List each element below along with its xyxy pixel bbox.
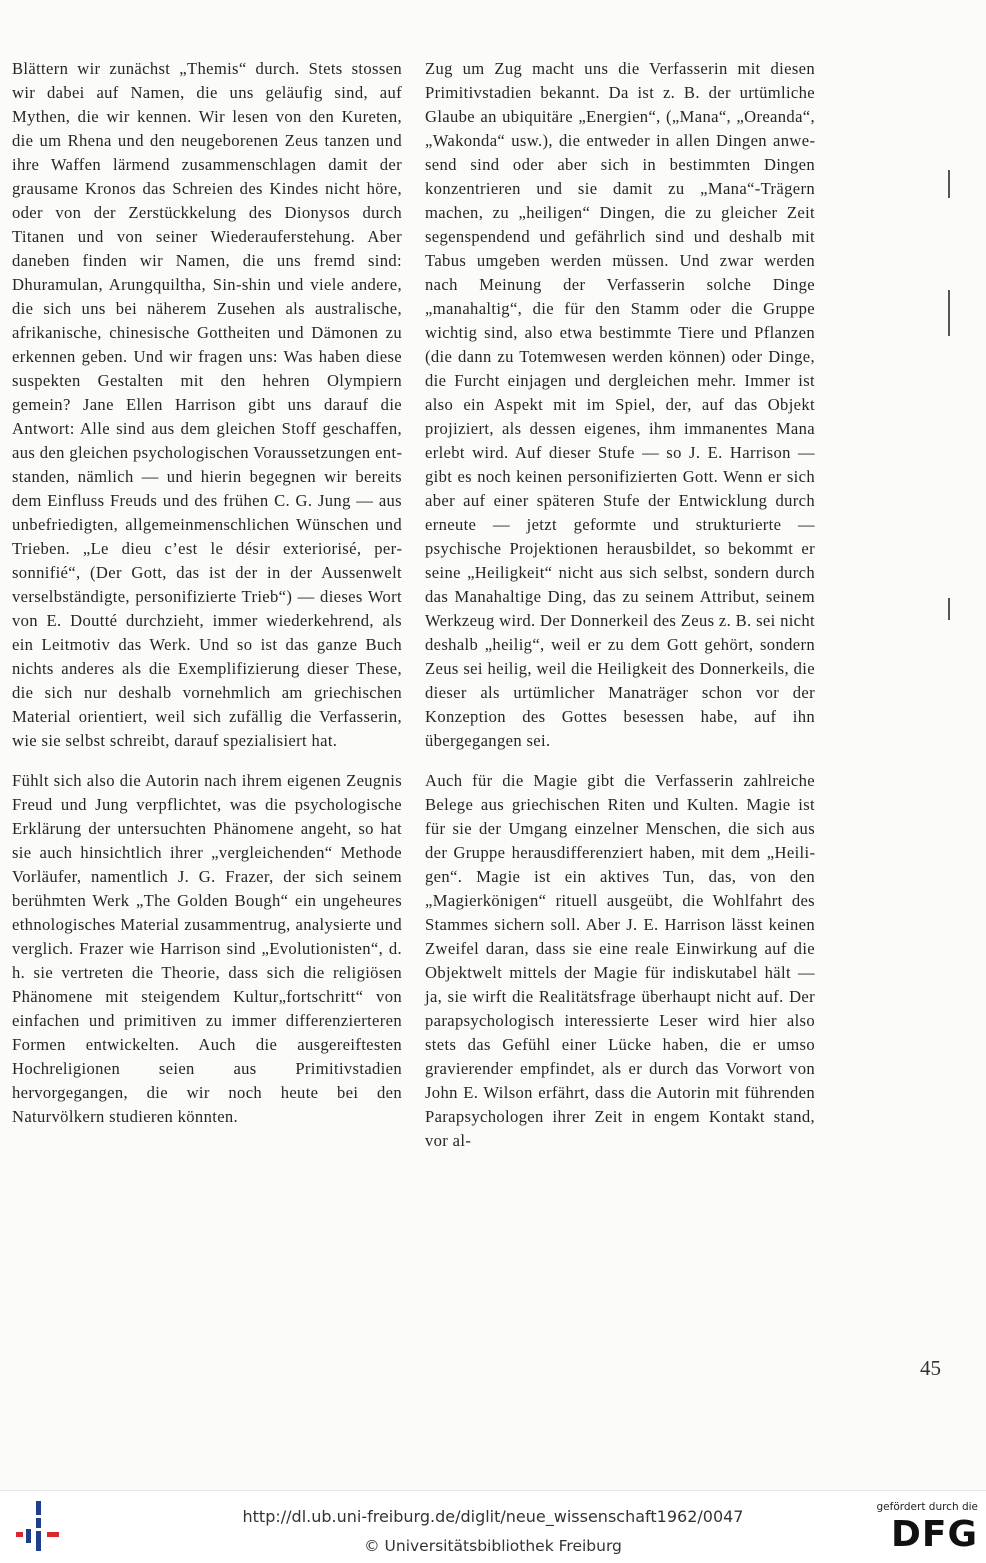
text-column-left <box>12 57 402 1129</box>
dfg-logo-text: DFG <box>890 1514 978 1555</box>
paragraph: Auch für die Magie gibt die Verfasserin zahlreiche Belege aus griechischen Riten und Kulten. Magie ist für sie der Umgang einzelner Menschen, die sich aus der Gruppe herausdifferenziert haben, mit dem „Heiligen“. Magie ist ein aktives Tun, das, von den „Magierkönigen“ rituell ausgeübt, die Wohlfahrt des Stammes sichern soll. Aber J. E. Harrison lässt keinen Zweifel daran, dass sie eine reale Einwirkung auf die Objektwelt mittels der Magie für indiskutabel hält — ja, sie wirft die Realitätsfrage überhaupt nicht auf. Der parapsychologisch interessierte Leser wird hier also stets das Gefühl einer Lücke haben, die er umso gravierender empfindet, als er durch das Vorwort von John E. Wilson erfährt, dass die Autorin mit führenden Parapsychologen ihrer Zeit in engem Kontakt stand, vor al- <box>425 771 815 1150</box>
source-url[interactable]: http://dl.ub.uni-freiburg.de/diglit/neue_wissenschaft1962/0047 <box>242 1507 744 1526</box>
sponsor-caption: gefördert durch die <box>876 1501 978 1513</box>
scan-edge-mark <box>948 170 950 198</box>
page-number: 45 <box>920 1356 941 1380</box>
dfg-logo <box>866 1501 978 1557</box>
copyright-notice: © Universitätsbibliothek Freiburg <box>364 1537 622 1555</box>
text-column-right <box>425 57 815 1153</box>
scan-edge-mark <box>948 598 950 620</box>
paragraph: Blättern wir zunächst „Themis“ durch. Stets stossen wir dabei auf Namen, die uns geläufig sind, auf Mythen, die wir kennen. Wir lesen von den Kureten, die um Rhena und den neugeborenen Zeus tanzen und ihre Waffen lärmend zusammenschlagen damit der grausame Kronos das Schreien des Kindes nicht höre, oder von der Zerstückkelung des Dionysos durch Titanen und von seiner Wiederauferstehung. Aber daneben finden wir Namen, die uns fremd sind: Dhuramulan, Arungquiltha, Sin-shin und viele andere, die sich uns bei näherem Zusehen als australische, afrikanische, chinesische Gottheiten und Dämonen zu erkennen geben. Und wir fragen uns: Was haben diese suspekten Gestalten mit den hehren Olympiern gemein? Jane Ellen Harrison gibt uns darauf die Antwort: Alle sind aus dem gleichen Stoff geschaffen, aus den gleichen psychologischen Voraussetzungen entstanden, nämlich — und hierin begegnen wir bereits dem Einfluss Freuds und des frühen C. G. Jung — aus unbefriedigten, allgemeinmenschlichen Wünschen und Trieben. „Le dieu c’est le désir exteriorisé, personnifié“, (Der Gott, das ist der in der Aussenwelt verselbständigte, personifizierte Trieb“) — dieses Wort von E. Doutté durchzieht, immer wiederkehrend, als ein Leitmotiv das Werk. Und so ist das ganze Buch nichts anderes als die Exemplifizierung dieser These, die sich nur deshalb vornehmlich am griechischen Material orientiert, weil sich zufällig die Verfasserin, wie sie selbst schreibt, darauf spezialisiert hat. <box>12 59 402 750</box>
scan-edge-mark <box>948 290 950 336</box>
paragraph: Zug um Zug macht uns die Verfasserin mit diesen Primitivstadien bekannt. Da ist z. B. der urtümliche Glaube an ubiquitäre „Energien“, („Mana“, „Oreanda“, „Wakonda“ usw.), die entweder in allen Dingen anwesend sind oder aber sich in bestimmten Dingen konzentrieren und sie damit zu „Mana“-Trägern machen, zu „heiligen“ Dingen, die zu gleicher Zeit segenspendend und gefährlich sind und deshalb mit Tabus umgeben werden müssen. Und zwar werden nach Meinung der Verfasserin solche Dinge „manahaltig“, die für den Stamm oder die Gruppe wichtig sind, also etwa bestimmte Tiere und Pflanzen (die dann zu Totemwesen werden können) oder Dinge, die Furcht einjagen und dergleichen mehr. Immer ist also ein Aspekt mit im Spiel, der, auf das Objekt projiziert, als dessen eigenes, ihm immanentes Mana erlebt wird. Auf dieser Stufe — so J. E. Harrison — gibt es noch keinen personifizierten Gott. Wenn er sich aber auf einer späteren Stufe der Entwicklung durch erneute — jetzt geformte und strukturierte — psychische Projektionen herausbildet, so bekommt er seine „Heiligkeit“ nicht aus sich selbst, sondern durch das Manahaltige Ding, das zu seinem Attribut, seinem Werkzeug wird. Der Donnerkeil des Zeus z. B. sei nicht deshalb „heilig“, weil er zu dem Gott gehört, sondern Zeus sei heilig, weil die Heiligkeit des Donnerkeils, die dieser als urtümlicher Manaträger schon vor der Konzeption des Gottes besessen habe, auf ihn übergegangen sei. <box>425 59 815 750</box>
footer-bar <box>0 1490 986 1563</box>
paragraph: Fühlt sich also die Autorin nach ihrem eigenen Zeugnis Freud und Jung verpflichtet, was die psychologische Erklärung der untersuchten Phänomene angeht, so hat sie auch hinsichtlich ihrer „vergleichenden“ Methode Vorläufer, namentlich J. G. Frazer, der sich seinem berühmten Werk „The Golden Bough“ ein ungeheures ethnologisches Material zusammentrug, analysierte und verglich. Frazer wie Harrison sind „Evolutionisten“, d. h. sie vertreten die Theorie, dass sich die religiösen Phänomene mit steigendem Kultur„fortschritt“ von einfachen und primitiven zu immer differenzierteren Formen entwickelten. Auch die ausgereiftesten Hochreligionen seien aus Primitivstadien hervorgegangen, die wir noch heute bei den Naturvölkern studieren könnten. <box>12 771 402 1126</box>
